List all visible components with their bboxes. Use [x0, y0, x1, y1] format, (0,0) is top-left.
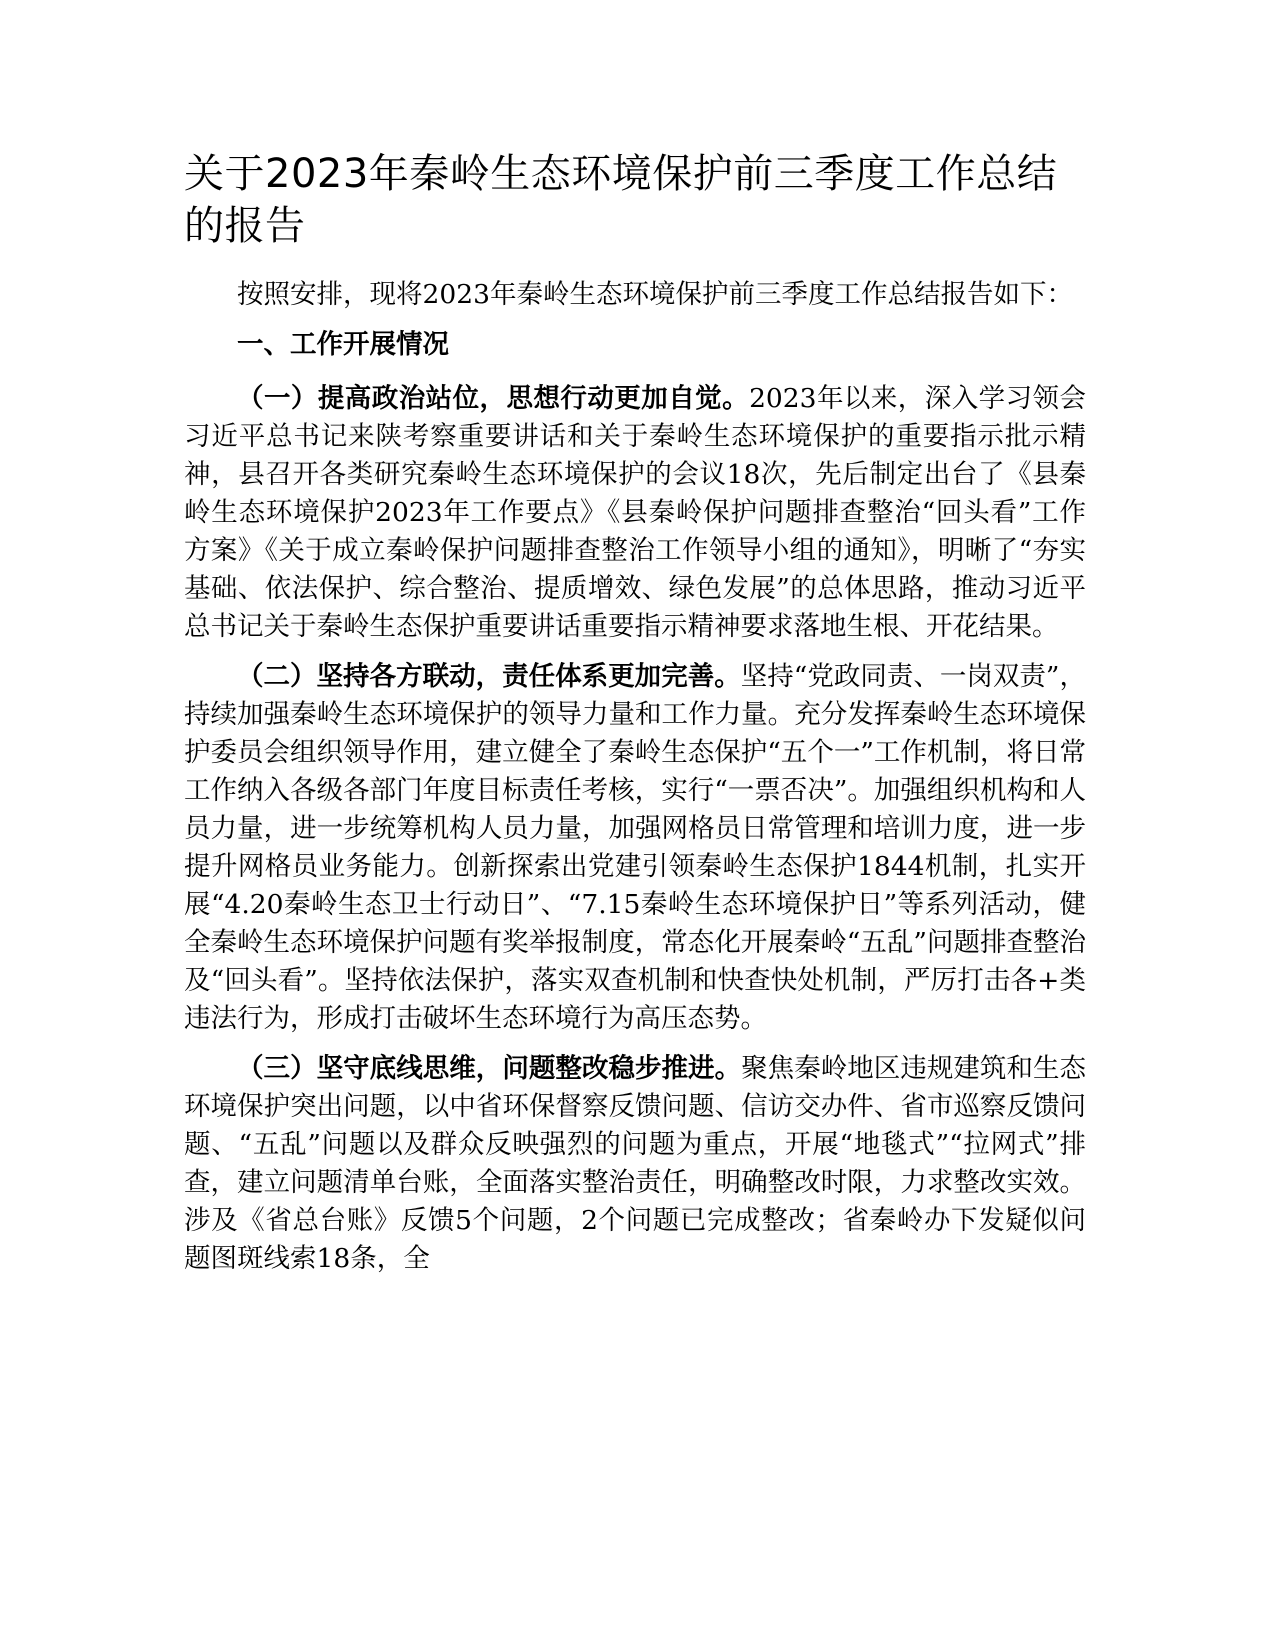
paragraph-body-3: 聚焦秦岭地区违规建筑和生态环境保护突出问题，以中省环保督察反馈问题、信访交办件、省市巡察反馈问题、“五乱”问题以及群众反映强烈的问题为重点，开展“地毯式”“拉网式”排查，建立问题清单台账，全面落实整治责任，明确整改时限，力求整改实效。涉及《省总台账》反馈5个问题，2个问题已完成整改；省秦岭办下发疑似问题图斑线索18条，全: [184, 1053, 1087, 1274]
paragraph-body-1: 2023年以来，深入学习领会习近平总书记来陕考察重要讲话和关于秦岭生态环境保护的重要指示批示精神，县召开各类研究秦岭生态环境保护的会议18次，先后制定出台了《县秦岭生态环境保护2023年工作要点》《县秦岭保护问题排查整治“回头看”工作方案》《关于成立秦岭保护问题排查整治工作领导小组的通知》，明晰了“夯实基础、依法保护、综合整治、提质增效、绿色发展”的总体思路，推动习近平总书记关于秦岭生态保护重要讲话重要指示精神要求落地生根、开花结果。: [184, 383, 1087, 642]
document-page: [184, 148, 1086, 1290]
body-paragraph-3: [184, 1050, 1086, 1278]
paragraph-lead-3: （三）坚守底线思维，问题整改稳步推进。: [237, 1053, 742, 1084]
paragraph-body-2: 坚持“党政同责、一岗双责”，持续加强秦岭生态环境保护的领导力量和工作力量。充分发挥秦岭生态环境保护委员会组织领导作用，建立健全了秦岭生态保护“五个一”工作机制，将日常工作纳入各级各部门年度目标责任考核，实行“一票否决”。加强组织机构和人员力量，进一步统筹机构人员力量，加强网格员日常管理和培训力度，进一步提升网格员业务能力。创新探索出党建引领秦岭生态保护1844机制，扎实开展“4.20秦岭生态卫士行动日”、“7.15秦岭生态环境保护日”等系列活动，健全秦岭生态环境保护问题有奖举报制度，常态化开展秦岭“五乱”问题排查整治及“回头看”。坚持依法保护，落实双查机制和快查快处机制，严厉打击各+类违法行为，形成打击破坏生态环境行为高压态势。: [184, 661, 1086, 1034]
body-paragraph-2: [184, 658, 1086, 1038]
document-title: 关于2023年秦岭生态环境保护前三季度工作总结的报告: [184, 151, 1058, 249]
intro-paragraph: 按照安排，现将2023年秦岭生态环境保护前三季度工作总结报告如下：: [237, 279, 1073, 310]
paragraph-lead-2: （二）坚持各方联动，责任体系更加完善。: [237, 661, 741, 692]
section-heading: 一、工作开展情况: [237, 329, 449, 360]
body-paragraph-1: [184, 380, 1086, 646]
paragraph-lead-1: （一）提高政治站位，思想行动更加自觉。: [237, 383, 750, 414]
